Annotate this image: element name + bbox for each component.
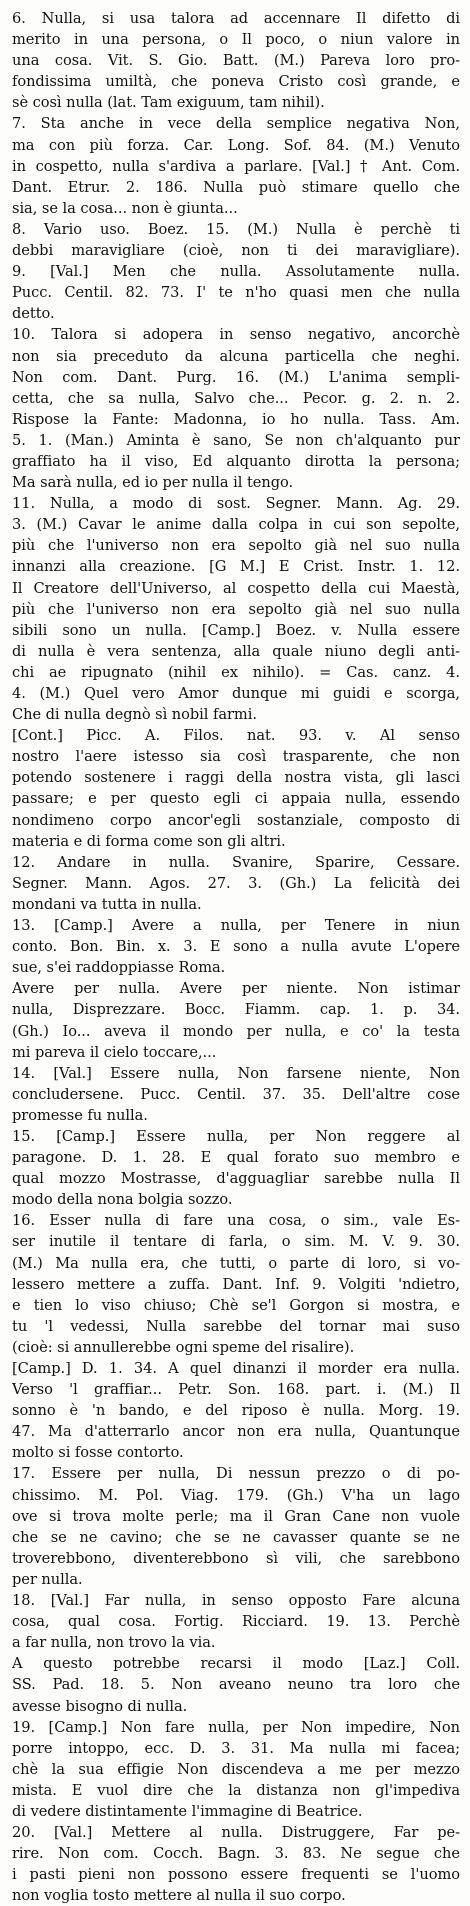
text-line: che se ne cavino; che se ne cavasser quante se ne	[12, 1528, 460, 1546]
text-line: 10. Talora si adopera in senso negativo, ancorchè	[12, 326, 460, 344]
text-line: di vedere distintamente l'immagine di Beatrice.	[12, 1802, 363, 1820]
text-line: conto. Bon. Bin. x. 3. E sono a nulla avute L'opere	[12, 938, 460, 956]
text-line: debbi maravigliare (cioè, non ti dei maravigliare).	[12, 242, 460, 260]
text-line: [Cont.] Picc. A. Filos. nat. 93. v. Al senso	[12, 727, 460, 745]
text-line: A questo potrebbe recarsi il modo [Laz.] Coll.	[12, 1655, 460, 1673]
text-line: tu 'l vedessi, Nulla sarebbe del tornar mai suso	[12, 1317, 460, 1335]
text-line: qual mozzo Mostrasse, d'agguagliar sarebbe nulla Il	[12, 1170, 460, 1188]
text-line: detto.	[12, 305, 55, 323]
text-line: fondissima umiltà, che poneva Cristo così grande, e	[12, 73, 460, 91]
text-line: 6. Nulla, si usa talora ad accennare Il difetto di	[12, 10, 460, 27]
text-line: 12. Andare in nulla. Svanire, Sparire, Cessare.	[12, 853, 460, 871]
text-line: i pasti pieni non possono essere frequenti se l'uomo	[12, 1866, 460, 1884]
text-line: 17. Essere per nulla, Di nessun prezzo o di po-	[12, 1465, 460, 1483]
text-line: 9. [Val.] Men che nulla. Assolutamente nulla.	[12, 263, 460, 281]
text-line: [Camp.] D. 1. 34. A quel dinanzi il morder era nulla.	[12, 1360, 460, 1377]
text-line: 19. [Camp.] Non fare nulla, per Non impedire, Non	[12, 1718, 460, 1736]
text-line: più che l'universo non era sepolto già nel suo nulla	[12, 600, 460, 618]
text-line: materia e di forma come son gli altri.	[12, 832, 286, 850]
text-line: per nulla.	[12, 1570, 83, 1588]
text-line: di nulla è vera sentenza, alla quale niuno degli anti-	[12, 642, 460, 660]
text-line: Che di nulla degnò sì nobil farmi.	[12, 706, 257, 724]
text-line: (M.) Ma nulla era, che tutti, o parte di loro, si vo-	[12, 1254, 460, 1272]
text-line: Avere per nulla. Avere per niente. Non istimar	[12, 980, 460, 998]
text-line: (Gh.) Io... aveva il mondo per nulla, e co' la testa	[12, 1022, 460, 1040]
text-line: concludersene. Pucc. Centil. 37. 35. Dell'altre cose	[12, 1085, 460, 1103]
text-line: Verso 'l graffiar... Petr. Son. 168. part. i. (M.) Il	[12, 1381, 460, 1399]
text-line: chissimo. M. Pol. Viag. 179. (Gh.) V'ha un lago	[12, 1486, 460, 1504]
text-line: e tien lo viso chiuso; Chè se'l Gorgon si mostra, e	[12, 1296, 460, 1314]
text-line: una cosa. Vit. S. Gio. Batt. (M.) Pareva loro pro-	[12, 52, 460, 70]
text-line: 15. [Camp.] Essere nulla, per Non reggere al	[12, 1127, 460, 1145]
text-line: SS. Pad. 18. 5. Non aveano neuno tra loro che	[12, 1676, 460, 1694]
text-line: avesse bisogno di nulla.	[12, 1697, 188, 1715]
text-line: sibili sono un nulla. [Camp.] Boez. v. Nulla essere	[12, 621, 460, 639]
text-line: 7. Sta anche in vece della semplice negativa Non,	[12, 115, 460, 133]
text-line: nostro l'aere istesso sia così trasparente, che non	[12, 748, 460, 766]
text-line: 18. [Val.] Far nulla, in senso opposto Fare alcuna	[12, 1592, 460, 1610]
text-line: cosa, qual cosa. Fortig. Ricciard. 19. 13. Perchè	[12, 1613, 460, 1631]
text-line: mista. E vuol dire che la distanza non gl'impediva	[12, 1781, 460, 1799]
text-line: (cioè: si annullerebbe ogni speme del risalire).	[12, 1338, 355, 1356]
text-line: Il Creatore dell'Universo, al cospetto della cui Maestà,	[12, 579, 460, 597]
text-line: non voglia tosto mettere al nulla il suo corpo.	[12, 1887, 346, 1905]
text-line: mi pareva il cielo toccare,...	[12, 1043, 217, 1061]
text-line: ove si trova molte perle; ma il Gran Cane non vuole	[12, 1507, 460, 1525]
text-line: promesse fu nulla.	[12, 1106, 148, 1124]
text-line: nondimeno corpo ancor'egli sostanziale, composto di	[12, 811, 460, 829]
text-line: merito in una persona, o Il poco, o niun valore in	[12, 31, 460, 49]
text-line: più che l'universo non era sepolto già nel suo nulla	[12, 537, 460, 555]
text-line: molto si fosse contorto.	[12, 1444, 184, 1462]
text-line: nulla, Disprezzare. Bocc. Fiamm. cap. 1. p. 34.	[12, 1001, 460, 1019]
text-line: rire. Non com. Cocch. Bagn. 3. 83. Ne segue che	[12, 1845, 460, 1863]
text-line: a far nulla, non trovo la via.	[12, 1634, 216, 1652]
text-line: sia, se la cosa... non è giunta...	[12, 199, 238, 217]
text-line: cetta, che sa nulla, Salvo che... Pecor. g. 2. n. 2.	[12, 389, 460, 407]
text-line: Dant. Etrur. 2. 186. Nulla può stimare quello che	[12, 178, 460, 196]
text-line: mondani va tutta in nulla.	[12, 895, 202, 913]
text-line: 4. (M.) Quel vero Amor dunque mi guidi e scorga,	[12, 685, 460, 702]
text-line: 13. [Camp.] Avere a nulla, per Tenere in niun	[12, 917, 460, 935]
text-line: in cospetto, nulla s'ardiva a parlare. [Val.] † Ant. Com.	[12, 157, 460, 175]
text-line: ma con più forza. Car. Long. Sof. 84. (M.) Venuto	[12, 136, 460, 154]
text-line: troverebbono, diventerebbono sì vili, che sarebbono	[12, 1549, 460, 1567]
text-line: sonno è 'n bando, e del riposo è nulla. Morg. 19.	[12, 1402, 460, 1420]
text-line: 16. Esser nulla di fare una cosa, o sim., vale Es-	[12, 1212, 460, 1230]
text-line: 14. [Val.] Essere nulla, Non farsene niente, Non	[12, 1064, 460, 1082]
text-line: 11. Nulla, a modo di sost. Segner. Mann. Ag. 29.	[12, 495, 460, 513]
text-line: 8. Vario uso. Boez. 15. (M.) Nulla è perchè ti	[12, 220, 460, 238]
text-line: porre intoppo, ecc. D. 3. 31. Ma nulla mi facea;	[12, 1739, 460, 1757]
text-line: sè così nulla (lat. Tam exiguum, tam nihil).	[12, 94, 325, 112]
text-line: 47. Ma d'atterrarlo ancor non era nulla, Quantunque	[12, 1423, 460, 1441]
text-line: ser inutile il tentare di farla, o sim. M. V. 9. 30.	[12, 1233, 460, 1251]
text-line: paragone. D. 1. 28. E qual forato suo membro e	[12, 1149, 460, 1167]
text-column	[12, 8, 460, 1906]
text-line: 3. (M.) Cavar le anime dalla colpa in cui son sepolte,	[12, 516, 460, 534]
text-line: modo della nona bolgia sozzo.	[12, 1191, 233, 1209]
text-line: 20. [Val.] Mettere al nulla. Distruggere, Far pe-	[12, 1824, 460, 1842]
text-line: Non com. Dant. Purg. 16. (M.) L'anima sempli-	[12, 368, 460, 386]
text-line: sue, s'ei raddoppiasse Roma.	[12, 959, 226, 977]
text-line: passare; e per questo egli ci appaia nulla, essendo	[12, 790, 460, 808]
text-line: potendo sostenere i raggi della nostra vista, gli lasci	[12, 769, 460, 787]
text-line: Segner. Mann. Agos. 27. 3. (Gh.) La felicità dei	[12, 874, 460, 892]
text-line: Pucc. Centil. 82. 73. I' te n'ho quasi men che nulla	[12, 284, 460, 302]
text-line: 5. 1. (Man.) Aminta è sano, Se non ch'alquanto pur	[12, 431, 460, 449]
text-line: lessero mettere a zuffa. Dant. Inf. 9. Volgiti 'ndietro,	[12, 1275, 460, 1293]
text-line: Ma sarà nulla, ed io per nulla il tengo.	[12, 474, 294, 492]
text-line: graffiato ha il viso, Ed alquanto dirotta la persona;	[12, 452, 460, 470]
text-line: chi ae ripugnato (nihil ex nihilo). = Cas. canz. 4.	[12, 663, 460, 681]
text-line: innanzi alla creazione. [G M.] E Crist. Instr. 1. 12.	[12, 558, 460, 576]
text-line: chè la sua effigie Non discendeva a me per mezzo	[12, 1760, 460, 1778]
text-line: non sia preceduto da alcuna particella che neghi.	[12, 347, 460, 365]
text-line: Rispose la Fante: Madonna, io ho nulla. Tass. Am.	[12, 410, 460, 428]
